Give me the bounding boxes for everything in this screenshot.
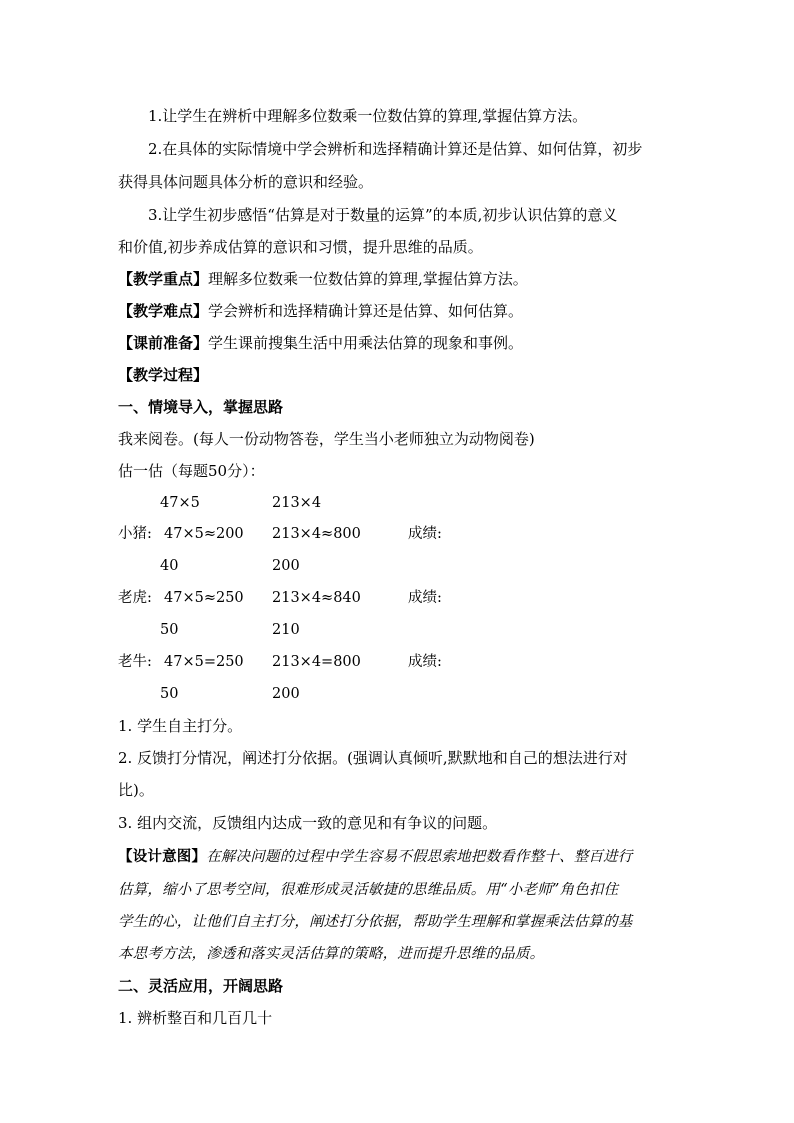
intro-line: 我来阅卷。(每人一份动物答卷，学生当小老师独立为动物阅卷): [118, 430, 535, 448]
answer-pig-s1: 40: [160, 558, 179, 574]
objective-3-cont: 和价值,初步养成估算的意识和习惯，提升思维的品质。: [118, 238, 483, 256]
preparation-line: [118, 333, 678, 353]
difficulty-line: [118, 301, 678, 321]
step-2-cont: 比)。: [118, 781, 154, 799]
design-note-text-1: 在解决问题的过程中学生容易不假思索地把数看作整十、整百进行: [206, 849, 633, 865]
objective-2: 2.在具体的实际情境中学会辨析和选择精确计算还是估算、如何估算，初步: [148, 140, 643, 158]
step-3: 3. 组内交流，反馈组内达成一致的意见和有争议的问题。: [118, 814, 498, 832]
key-point-text: 理解多位数乘一位数估算的算理,掌握估算方法。: [208, 270, 528, 288]
answer-ox-name: 老牛:: [118, 654, 152, 670]
answer-pig-name: 小猪:: [118, 526, 152, 542]
answer-tiger-s1: 50: [160, 622, 179, 638]
process-heading: 【教学过程】: [118, 366, 209, 384]
key-point-label: 【教学重点】: [118, 270, 209, 288]
section2-heading: 二、灵活应用，开阔思路: [118, 977, 284, 995]
answer-pig-s2: 200: [272, 558, 300, 574]
answer-tiger-score: 成绩:: [408, 590, 442, 606]
answer-pig-score: 成绩:: [408, 526, 442, 542]
answer-ox-score: 成绩:: [408, 654, 442, 670]
section2-item-1: 1. 辨析整百和几百几十: [118, 1009, 273, 1027]
objective-3: 3.让学生初步感悟“估算是对于数量的运算”的本质,初步认识估算的意义: [148, 206, 618, 224]
answer-tiger-1: 47×5≈250: [164, 590, 244, 606]
answer-tiger-name: 老虎:: [118, 590, 152, 606]
answer-tiger-2: 213×4≈840: [272, 590, 361, 606]
step-2: 2. 反馈打分情况，阐述打分依据。(强调认真倾听,默默地和自己的想法进行对: [118, 749, 628, 767]
answer-tiger-s2: 210: [272, 622, 300, 638]
answer-ox-s2: 200: [272, 686, 300, 702]
design-note-line-4: 本思考方法，渗透和落实灵活估算的策略，进而提升思维的品质。: [118, 946, 545, 962]
answer-ox-s1: 50: [160, 686, 179, 702]
estimate-line: 估一估（每题50分）：: [118, 462, 265, 480]
section1-heading: 一、情境导入，掌握思路: [118, 398, 284, 416]
design-note-label: 【设计意图】: [118, 848, 207, 865]
difficulty-text: 学会辨析和选择精确计算还是估算、如何估算。: [208, 302, 524, 320]
objective-2-cont: 获得具体问题具体分析的意识和经验。: [118, 173, 374, 191]
preparation-text: 学生课前搜集生活中用乘法估算的现象和事例。: [208, 334, 524, 352]
step-1: 1. 学生自主打分。: [118, 717, 243, 735]
answer-pig-1: 47×5≈200: [164, 526, 244, 542]
problem-2: 213×4: [272, 495, 322, 511]
key-point-line: [118, 269, 678, 289]
design-note-line-1: [118, 847, 678, 867]
answer-ox-1: 47×5=250: [164, 654, 244, 670]
design-note-line-3: 学生的心，让他们自主打分，阐述打分依据，帮助学生理解和掌握乘法估算的基: [118, 914, 633, 930]
preparation-label: 【课前准备】: [118, 334, 209, 352]
objective-1: 1.让学生在辨析中理解多位数乘一位数估算的算理,掌握估算方法。: [148, 107, 588, 125]
answer-ox-2: 213×4=800: [272, 654, 361, 670]
answer-pig-2: 213×4≈800: [272, 526, 361, 542]
difficulty-label: 【教学难点】: [118, 302, 209, 320]
problem-1: 47×5: [160, 495, 200, 511]
design-note-line-2: 估算，缩小了思考空间，很难形成灵活敏捷的思维品质。用“小老师”角色扣住: [118, 882, 619, 898]
